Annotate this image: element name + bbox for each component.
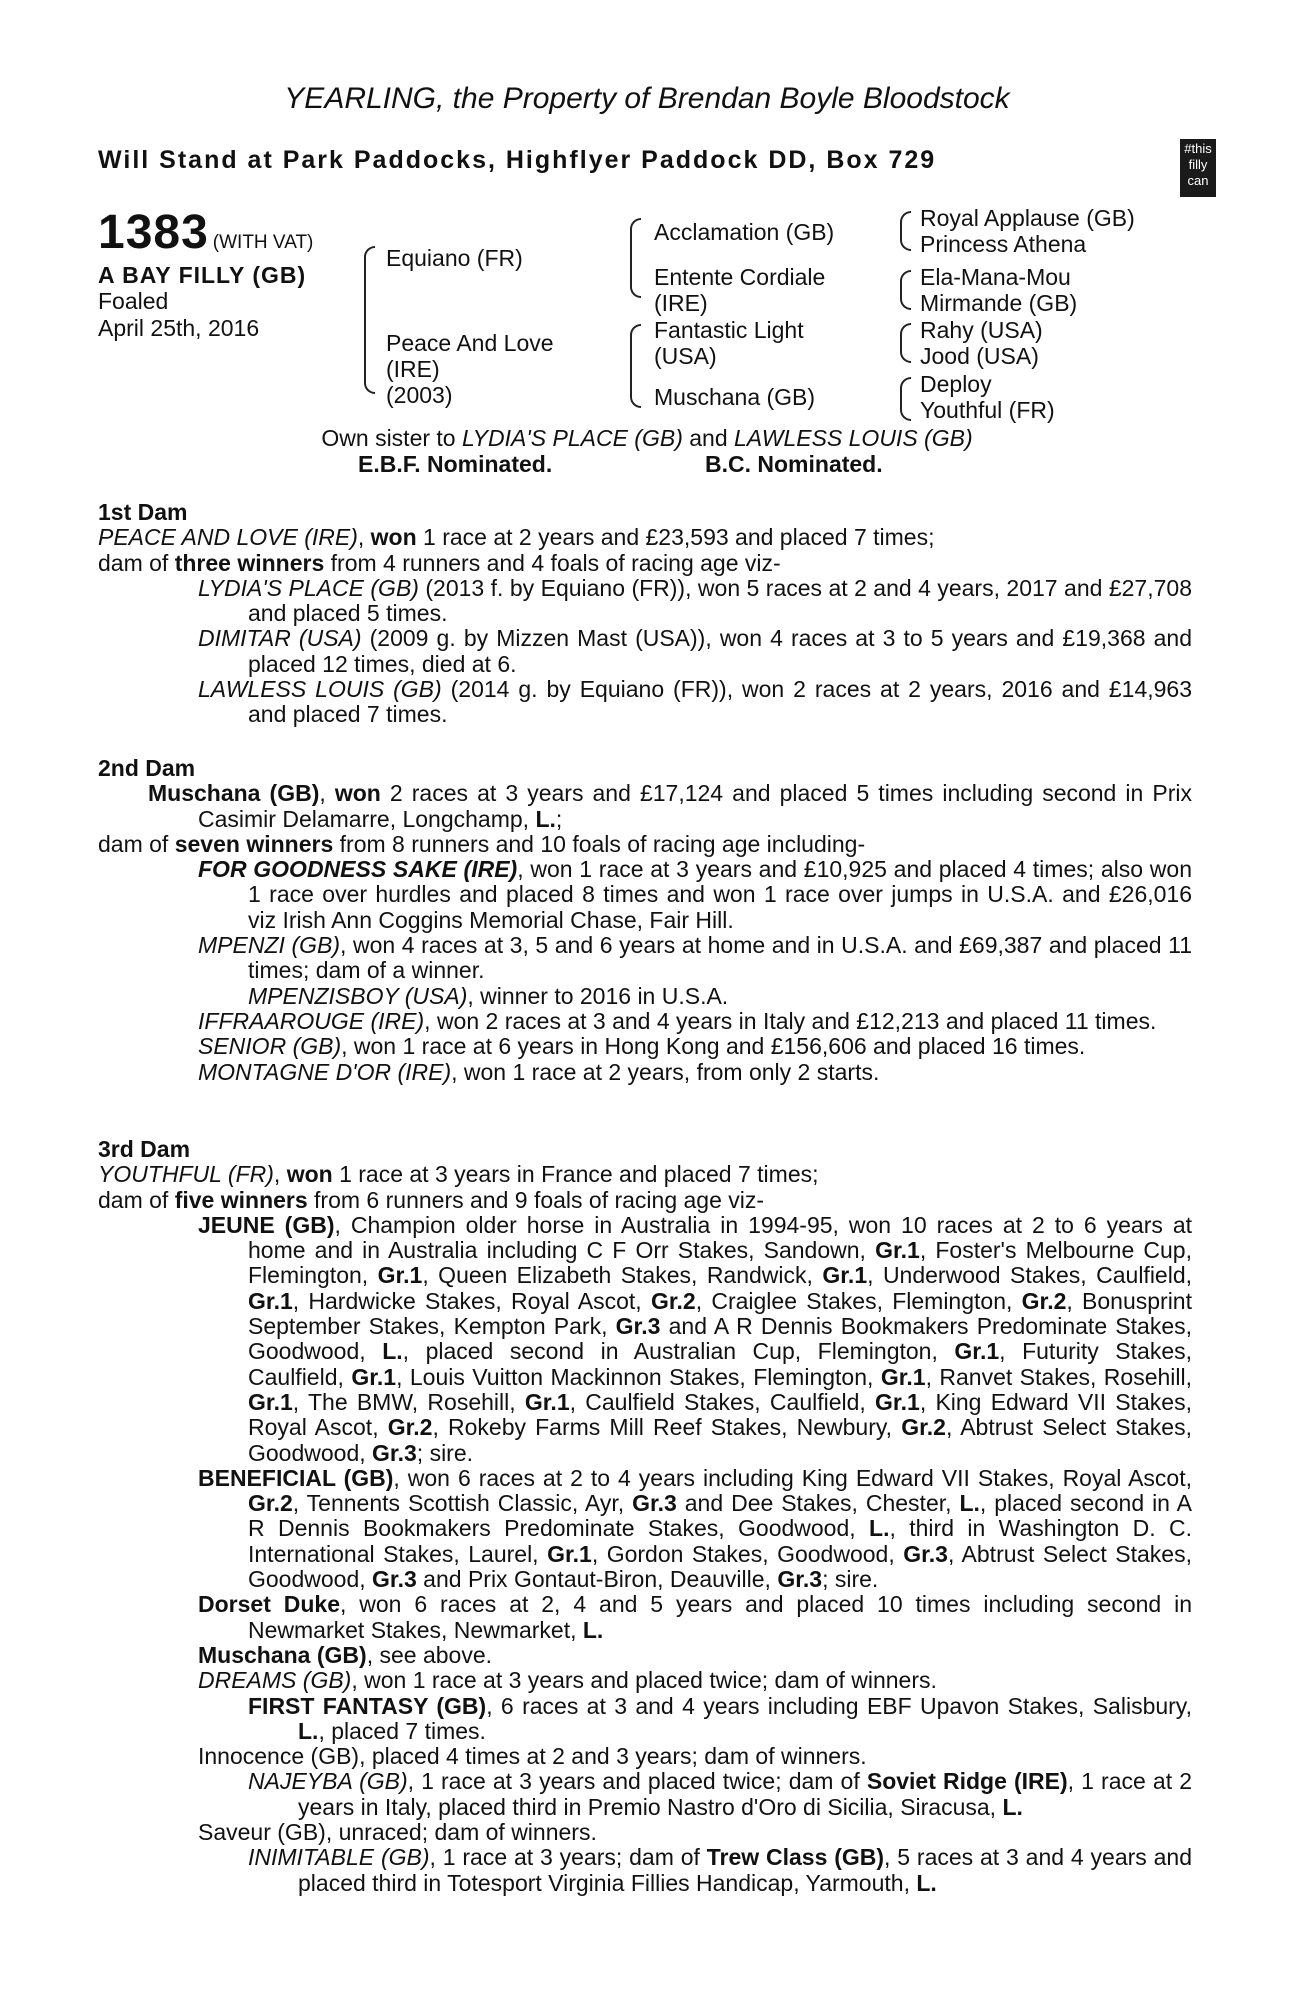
sister-prefix: Own sister to bbox=[321, 425, 462, 451]
grade: Gr.2 bbox=[650, 1287, 696, 1314]
produce-name: SENIOR (GB) bbox=[198, 1033, 342, 1060]
produce-name: MPENZISBOY (USA) bbox=[248, 982, 468, 1009]
produce-summary bbox=[98, 1188, 1192, 1213]
grade: L. bbox=[916, 1869, 937, 1896]
brace bbox=[364, 246, 375, 394]
produce-item bbox=[98, 1769, 1192, 1820]
grade: Gr.3 bbox=[372, 1439, 417, 1466]
grade: Gr.3 bbox=[632, 1490, 677, 1517]
grade: Gr.3 bbox=[777, 1566, 823, 1593]
sire-sire: Acclamation (GB) bbox=[654, 219, 835, 245]
dam-name: PEACE AND LOVE (IRE) bbox=[98, 524, 358, 551]
produce-item bbox=[98, 1466, 1192, 1592]
section-heading: 3rd Dam bbox=[98, 1136, 191, 1162]
sire-dam-line: (IRE) bbox=[654, 290, 708, 316]
text: dam of bbox=[98, 830, 175, 857]
grade: Gr.1 bbox=[248, 1287, 293, 1314]
dam-sire bbox=[654, 317, 804, 369]
t: , Gordon Stakes, Goodwood, bbox=[591, 1540, 904, 1567]
grade: Gr.2 bbox=[387, 1414, 433, 1441]
produce-name: DREAMS (GB) bbox=[198, 1667, 352, 1694]
grade: Gr.1 bbox=[954, 1338, 1000, 1365]
t: , placed 7 times. bbox=[318, 1717, 486, 1744]
t: , Futurity Stakes, Caulfield, bbox=[248, 1338, 1193, 1390]
produce-name: INIMITABLE (GB) bbox=[248, 1844, 430, 1871]
text: ; bbox=[555, 805, 563, 832]
t: , Bonusprint September Stakes, Kempton Park, bbox=[248, 1287, 1192, 1340]
produce-text: , won 1 race at 2 years, from only 2 starts. bbox=[451, 1058, 880, 1085]
sister-name: LAWLESS LOUIS (GB) bbox=[734, 425, 973, 451]
t: , placed second in A R Dennis Bookmakers Predominate Stakes, Goodwood, bbox=[248, 1490, 1192, 1542]
t: and A R Dennis Bookmakers Predominate Stakes, Goodwood, bbox=[248, 1313, 1192, 1365]
produce-summary bbox=[98, 551, 1192, 576]
produce-name: NAJEYBA (GB) bbox=[248, 1768, 408, 1795]
page-title: YEARLING, the Property of Brendan Boyle Bloodstock bbox=[284, 82, 1010, 115]
brace bbox=[630, 324, 641, 408]
t: , 1 race at 3 years; dam of bbox=[429, 1844, 707, 1871]
produce-name: LYDIA'S PLACE (GB) bbox=[198, 574, 419, 601]
dam-dam-dam: Youthful (FR) bbox=[920, 397, 1055, 423]
t: , Abtrust Select Stakes, Goodwood, bbox=[248, 1414, 1192, 1466]
brace bbox=[900, 323, 911, 363]
grade: L. bbox=[869, 1515, 890, 1542]
t: , 6 races at 3 and 4 years including EBF Upavon Stakes, Salisbury, bbox=[486, 1692, 1192, 1719]
text: dam of bbox=[98, 1186, 175, 1213]
stand-location: Will Stand at Park Paddocks, Highflyer Paddock DD, Box 729 bbox=[98, 146, 937, 174]
grade: Gr.1 bbox=[875, 1237, 920, 1264]
dam-sire-sire: Rahy (USA) bbox=[920, 317, 1043, 343]
t: and Dee Stakes, Chester, bbox=[676, 1490, 960, 1517]
brace bbox=[900, 211, 911, 251]
produce-item bbox=[98, 677, 1192, 728]
produce-item bbox=[98, 1694, 1192, 1745]
foaled-label: Foaled bbox=[98, 288, 169, 314]
sire-dam-sire: Ela-Mana-Mou bbox=[920, 264, 1071, 290]
t: ; sire. bbox=[822, 1566, 879, 1593]
produce-item: Saveur (GB), unraced; dam of winners. bbox=[198, 1819, 597, 1846]
produce-name: FIRST FANTASY (GB) bbox=[248, 1692, 487, 1719]
t: , won 6 races at 2 to 4 years including King Edward VII Stakes, Royal Ascot, bbox=[393, 1464, 1193, 1491]
t: , 1 race at 3 years and placed twice; dam of bbox=[407, 1768, 867, 1795]
produce-name: IFFRAAROUGE (IRE) bbox=[198, 1007, 425, 1034]
horse-name: A BAY FILLY (GB) bbox=[98, 262, 307, 288]
grade: Gr.1 bbox=[880, 1363, 926, 1390]
grade: Gr.1 bbox=[377, 1262, 423, 1289]
t: , Hardwicke Stakes, Royal Ascot, bbox=[292, 1287, 651, 1314]
produce-text: , winner to 2016 in U.S.A. bbox=[467, 982, 729, 1009]
listed-label: L. bbox=[535, 805, 556, 832]
produce-item bbox=[98, 1009, 1192, 1034]
grade: L. bbox=[1002, 1793, 1023, 1820]
grade: L. bbox=[582, 1616, 604, 1643]
t: , won 1 race at 3 years and placed twice; dam of winners. bbox=[351, 1667, 937, 1694]
produce-text: (2013 f. by Equiano (FR)), won 5 races at 2 and 4 years, 2017 and £27,708 and placed 5 times. bbox=[248, 574, 1192, 627]
this-filly-can-logo bbox=[1180, 139, 1216, 197]
grade: Gr.1 bbox=[875, 1388, 920, 1415]
grade: Gr.2 bbox=[248, 1490, 293, 1517]
text: from 4 runners and 4 foals of racing age viz- bbox=[324, 549, 781, 576]
won-label: won bbox=[334, 780, 381, 807]
produce-text: , won 2 races at 3 and 4 years in Italy and £12,213 and placed 11 times. bbox=[424, 1007, 1157, 1034]
dam-dam: Muschana (GB) bbox=[654, 384, 816, 410]
dam-line: (IRE) bbox=[386, 356, 440, 382]
brace bbox=[630, 218, 641, 298]
produce-item bbox=[98, 1060, 1192, 1085]
grade: L. bbox=[382, 1338, 403, 1365]
dam-name: YOUTHFUL (FR) bbox=[98, 1161, 274, 1188]
dam bbox=[386, 330, 554, 408]
produce-summary bbox=[98, 832, 1192, 857]
dam-line: (2003) bbox=[386, 382, 453, 408]
conjunction: and bbox=[682, 425, 735, 451]
grade: Gr.1 bbox=[822, 1262, 868, 1289]
dam-summary: PEACE AND LOVE (IRE), won 1 race at 2 years and £23,593 and placed 7 times; bbox=[98, 524, 935, 551]
sire-dam-line: Entente Cordiale bbox=[654, 264, 826, 290]
produce-item bbox=[98, 1592, 1192, 1643]
produce-text: (2014 g. by Equiano (FR)), won 2 races at 2 years, 2016 and £14,963 and placed 7 times. bbox=[248, 676, 1192, 728]
section-heading: 2nd Dam bbox=[98, 755, 196, 781]
grade: Gr.1 bbox=[524, 1388, 570, 1415]
t: , Caulfield Stakes, Caulfield, bbox=[569, 1388, 876, 1415]
produce-name: Muschana (GB) bbox=[198, 1641, 367, 1668]
sire: Equiano (FR) bbox=[386, 245, 523, 271]
dam-name: Muschana (GB) bbox=[148, 780, 320, 807]
produce-name: LAWLESS LOUIS (GB) bbox=[198, 676, 442, 703]
sibling-note bbox=[0, 425, 1294, 452]
dam-sire-line: Fantastic Light bbox=[654, 317, 804, 343]
produce-name: MONTAGNE D'OR (IRE) bbox=[198, 1058, 452, 1085]
produce-item bbox=[98, 1213, 1192, 1466]
produce-text: (2009 g. by Mizzen Mast (USA)), won 4 races at 3 to 5 years and £19,368 and placed 12 times, died at 6. bbox=[248, 625, 1192, 677]
winners-count: seven winners bbox=[174, 830, 334, 857]
grade: Gr.3 bbox=[615, 1313, 661, 1340]
won-label: won bbox=[370, 524, 417, 551]
dam-line: Peace And Love bbox=[386, 330, 554, 356]
winners-count: five winners bbox=[174, 1186, 308, 1213]
grade: Gr.3 bbox=[372, 1566, 417, 1593]
t: , Underwood Stakes, Caulfield, bbox=[867, 1262, 1193, 1289]
produce-name: MPENZI (GB) bbox=[198, 932, 341, 959]
t: , placed second in Australian Cup, Flemington, bbox=[402, 1338, 955, 1365]
dam-sire-line: (USA) bbox=[654, 343, 717, 369]
grade: Gr.1 bbox=[547, 1540, 592, 1567]
logo-line: can bbox=[1187, 173, 1209, 188]
produce-item bbox=[98, 933, 1192, 984]
vat-note: (WITH VAT) bbox=[212, 232, 314, 253]
dam-summary: Muschana (GB), won 2 races at 3 years and £17,124 and placed 5 times including second in Prix Casimir Delamarre, Longchamp, L.; bbox=[148, 780, 1193, 832]
t: , third in Washington D. C. International Stakes, Laurel, bbox=[248, 1515, 1192, 1567]
t: , Craiglee Stakes, Flemington, bbox=[695, 1287, 1022, 1314]
text: from 8 runners and 10 foals of racing age including- bbox=[333, 830, 866, 857]
summary-text: 2 races at 3 years and £17,124 and placed 5 times including second in Prix Casimir Delamarre, Longchamp, bbox=[198, 780, 1193, 832]
sire-dam bbox=[654, 264, 825, 316]
produce-text: , won 1 race at 3 years and £10,925 and placed 4 times; also won 1 race over hurdles and placed 8 times and won 1 race over jumps in U.S.A. and £26,016 viz Irish Ann Coggins Memorial Chase, Fair Hill. bbox=[248, 856, 1192, 933]
grade: L. bbox=[298, 1717, 319, 1744]
sire-sire-sire: Royal Applause (GB) bbox=[920, 205, 1135, 231]
grade: Gr.1 bbox=[248, 1388, 293, 1415]
t: , see above. bbox=[366, 1641, 492, 1668]
grade: Gr.1 bbox=[351, 1363, 397, 1390]
t: , Foster's Melbourne Cup, Flemington, bbox=[248, 1237, 1192, 1289]
t: , Tennents Scottish Classic, Ayr, bbox=[292, 1490, 633, 1517]
summary-text: 1 race at 3 years in France and placed 7 times; bbox=[332, 1161, 819, 1188]
foaled-date: April 25th, 2016 bbox=[98, 315, 260, 341]
lot-number-block bbox=[98, 205, 313, 260]
produce-item bbox=[98, 1034, 1192, 1059]
produce-item bbox=[98, 984, 1192, 1009]
produce-text: , won 4 races at 3, 5 and 6 years at home and in U.S.A. and £69,387 and placed 11 times; dam of a winner. bbox=[248, 932, 1192, 984]
won-label: won bbox=[286, 1161, 333, 1188]
produce-item bbox=[98, 1845, 1192, 1896]
section-heading: 1st Dam bbox=[98, 499, 188, 525]
produce-text: , won 1 race at 6 years in Hong Kong and £156,606 and placed 16 times. bbox=[341, 1033, 1086, 1060]
produce-name: Soviet Ridge (IRE) bbox=[866, 1768, 1068, 1795]
produce-name: DIMITAR (USA) bbox=[198, 625, 362, 652]
t: , Queen Elizabeth Stakes, Randwick, bbox=[422, 1262, 823, 1289]
t: , Ranvet Stakes, Rosehill, bbox=[925, 1363, 1193, 1390]
produce-item bbox=[98, 1643, 1192, 1668]
sister-name: LYDIA'S PLACE (GB) bbox=[462, 425, 683, 451]
t: , won 6 races at 2, 4 and 5 years and placed 10 times including second in Newmarket Stakes, Newmarket, bbox=[248, 1591, 1193, 1643]
produce-item bbox=[98, 1668, 1192, 1693]
t: , 1 race at 2 years in Italy, placed third in Premio Nastro d'Oro di Sicilia, Siracusa, bbox=[298, 1768, 1192, 1820]
second-dam-section bbox=[98, 756, 1192, 1085]
produce-item bbox=[98, 857, 1192, 933]
t: and Prix Gontaut-Biron, Deauville, bbox=[416, 1566, 778, 1593]
third-dam-section bbox=[98, 1137, 1192, 1896]
sire-dam-dam: Mirmande (GB) bbox=[920, 290, 1078, 316]
grade: Gr.3 bbox=[903, 1540, 948, 1567]
lot-number: 1383 bbox=[98, 206, 209, 259]
bc-nominated: B.C. Nominated. bbox=[705, 451, 883, 477]
first-dam-section bbox=[98, 500, 1192, 728]
t: , 5 races at 3 and 4 years and placed third in Totesport Virginia Fillies Handicap, Yarmouth, bbox=[298, 1844, 1192, 1896]
brace bbox=[900, 270, 911, 310]
produce-item: Innocence (GB), placed 4 times at 2 and 3 years; dam of winners. bbox=[198, 1743, 867, 1770]
summary-text: 1 race at 2 years and £23,593 and placed 7 times; bbox=[416, 524, 935, 551]
produce-name: FOR GOODNESS SAKE (IRE) bbox=[198, 856, 518, 883]
dam-sire-dam: Jood (USA) bbox=[920, 343, 1039, 369]
t: , Louis Vuitton Mackinnon Stakes, Flemington, bbox=[396, 1363, 881, 1390]
foaled-info bbox=[98, 288, 259, 342]
text: from 6 runners and 9 foals of racing age viz- bbox=[307, 1186, 765, 1213]
sire-sire-dam: Princess Athena bbox=[920, 231, 1087, 257]
grade: Gr.2 bbox=[1021, 1287, 1067, 1314]
produce-name: JEUNE (GB) bbox=[198, 1211, 335, 1238]
winners-count: three winners bbox=[174, 549, 325, 576]
produce-name: BENEFICIAL (GB) bbox=[198, 1464, 394, 1491]
logo-line: filly bbox=[1188, 157, 1208, 172]
produce-item bbox=[98, 626, 1192, 677]
ebf-nominated: E.B.F. Nominated. bbox=[358, 451, 553, 477]
text: dam of bbox=[98, 549, 175, 576]
produce-name: Dorset Duke bbox=[198, 1591, 340, 1618]
t: , Rokeby Farms Mill Reef Stakes, Newbury, bbox=[432, 1414, 902, 1441]
dam-summary: YOUTHFUL (FR), won 1 race at 3 years in France and placed 7 times; bbox=[98, 1161, 819, 1188]
produce-item bbox=[98, 576, 1192, 627]
grade: L. bbox=[959, 1490, 980, 1517]
dam-dam-sire: Deploy bbox=[920, 371, 992, 397]
t: , King Edward VII Stakes, Royal Ascot, bbox=[248, 1388, 1192, 1441]
t: , Abtrust Select Stakes, Goodwood, bbox=[248, 1540, 1192, 1593]
grade: Gr.2 bbox=[901, 1414, 946, 1441]
logo-line: #this bbox=[1184, 141, 1212, 156]
brace bbox=[900, 377, 911, 421]
t: ; sire. bbox=[416, 1439, 474, 1466]
produce-name: Trew Class (GB) bbox=[706, 1844, 885, 1871]
t: , Champion older horse in Australia in 1994-95, won 10 races at 2 to 6 years at home and in Australia including C F Orr Stakes, Sandown, bbox=[248, 1211, 1192, 1264]
t: , The BMW, Rosehill, bbox=[292, 1388, 525, 1415]
